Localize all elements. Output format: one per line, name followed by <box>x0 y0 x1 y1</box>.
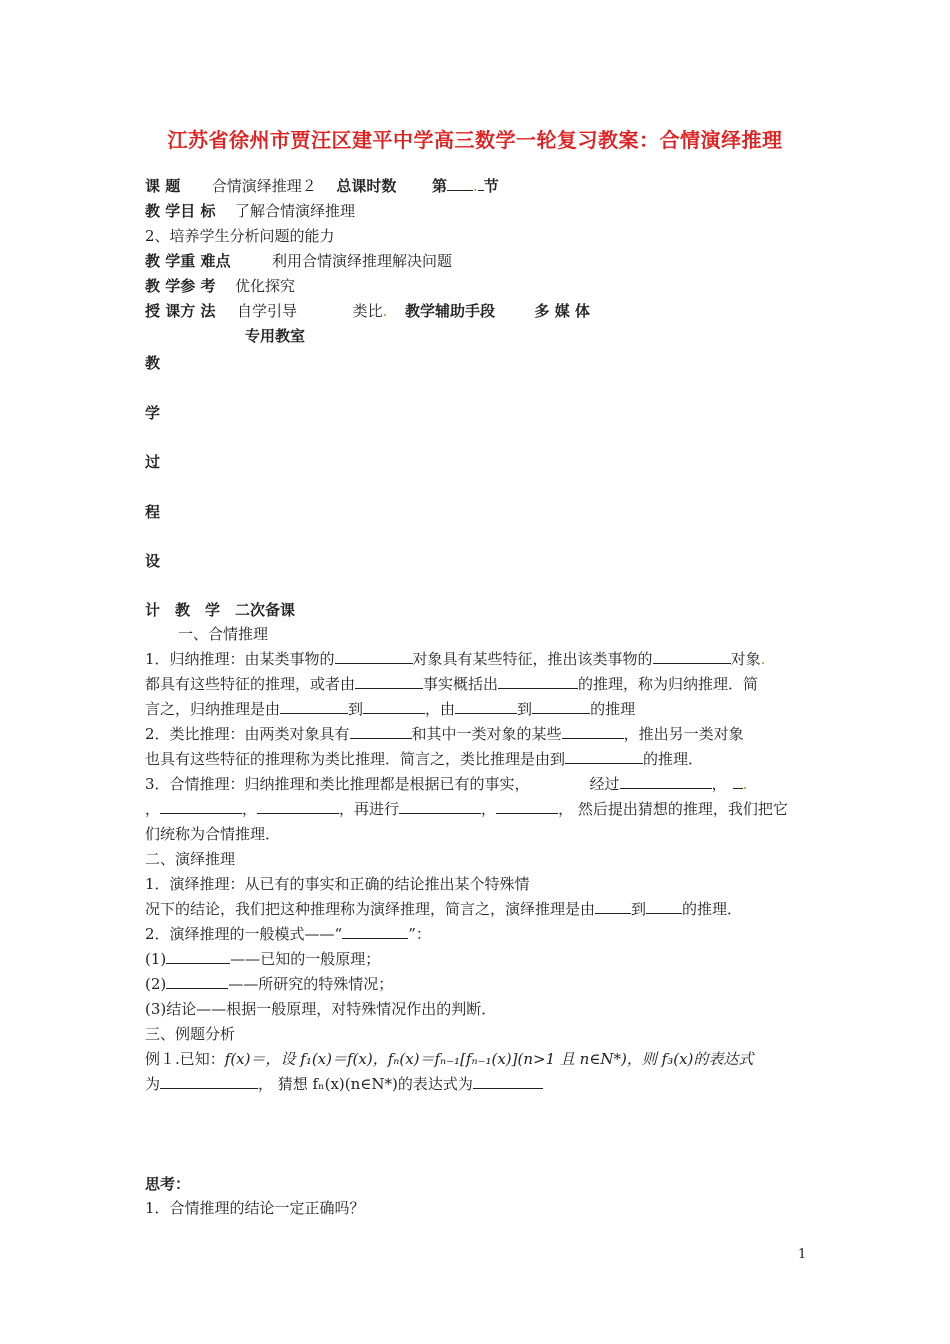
topic-value: 合情演绎推理２ <box>211 177 317 195</box>
method-row: 授 课方 法 自学引导 类比. 教学辅助手段 多 媒 体 <box>145 302 590 320</box>
s2-item1-line2: 况下的结论，我们把这种推理称为演绎推理，简言之，演绎推理是由 到 的推理． <box>145 900 743 918</box>
think-question-1: 1．合情推理的结论一定正确吗？ <box>145 1199 365 1217</box>
s1-item1-line3: 言之，归纳推理是由 到 ，由 到 的推理 <box>145 700 636 718</box>
s2-point3: (3)结论——根据一般原理，对特殊情况作出的判断． <box>145 1000 497 1018</box>
s1-item1-line2: 都具有这些特征的推理，或者由 事实概括出 的推理，称为归纳推理．简 <box>145 675 759 693</box>
goal-value: 了解合情演绎推理 <box>235 202 356 220</box>
example-1-line2: 为 ， 猜想 fₙ(x)(n∈N*)的表达式为 <box>145 1074 543 1094</box>
key-label: 教 学重 难点 <box>145 252 231 270</box>
s1-item2-line2: 也具有这些特征的推理称为类比推理．简言之，类比推理是由到 的推理． <box>145 750 704 768</box>
s2-point2: (2) ——所研究的特殊情况； <box>145 975 394 993</box>
topic-label: 课 题 <box>145 177 181 195</box>
ref-value: 优化探究 <box>235 277 296 295</box>
goal-label: 教 学目 标 <box>145 202 216 220</box>
ref-row <box>145 276 295 296</box>
topic-row: 课 题 合情演绎推理２ 总课时数 第 . 节 <box>145 177 499 195</box>
room: 专用教室 <box>245 327 306 345</box>
section-prefix: 第 <box>431 177 447 195</box>
vertical-char-4: 程 <box>145 503 161 521</box>
method-label: 授 课方 法 <box>145 302 216 320</box>
section-suffix: 节 <box>483 177 499 195</box>
goal-row <box>145 201 355 221</box>
vertical-char-3: 过 <box>145 453 161 471</box>
s1-item1-line1: 1．归纳推理：由某类事物的 对象具有某些特征，推出该类事物的 对象. <box>145 650 766 668</box>
think-title: 思考： <box>145 1175 191 1193</box>
s1-item3-line1: 3．合情推理：归纳推理和类比推理都是根据已有的事实， 经过 ， . <box>145 775 748 793</box>
key-value: 利用合情演绎推理解决问题 <box>272 252 453 270</box>
key-row <box>145 251 452 271</box>
page-title: 江苏省徐州市贾汪区建平中学高三数学一轮复习教案：合情演绎推理 <box>167 128 783 152</box>
page-number: 1 <box>798 1247 807 1262</box>
hours-label: 总课时数 <box>336 177 397 195</box>
method-value-1: 自学引导 <box>237 302 298 320</box>
section-1-title: 一、合情推理 <box>178 625 269 643</box>
s1-item3-line3: 们统称为合情推理． <box>145 825 281 843</box>
vertical-char-2: 学 <box>145 404 161 422</box>
goal2-row: 2、培养学生分析问题的能力 <box>145 227 335 245</box>
s1-item2-line1: 2．类比推理：由两类对象具有 和其中一类对象的某些 ，推出另一类对象 <box>145 725 744 743</box>
method-value-2: 类比 <box>352 302 383 320</box>
s2-item2: 2．演绎推理的一般模式——“ ”： <box>145 925 431 943</box>
aids-value: 多 媒 体 <box>534 302 590 320</box>
s2-item1-line1: 1．演绎推理：从已有的事实和正确的结论推出某个特殊情 <box>145 875 530 893</box>
s1-item3-line2: ， ， ，再进行 ， ， 然后提出猜想的推理，我们把它 <box>145 800 788 818</box>
s2-point1: (1) ——已知的一般原理； <box>145 950 381 968</box>
example-1-line1: 例１.已知：f(x)＝，设 f₁(x)＝f(x)，fₙ(x)＝fₙ₋₁[fₙ₋₁(x)](n>1 且 n∈N*)，则 f₃(x)的表达式 <box>145 1050 754 1068</box>
section-3-title: 三、例题分析 <box>145 1025 236 1043</box>
aids-label: 教学辅助手段 <box>404 302 495 320</box>
vertical-char-1: 教 <box>145 354 161 372</box>
process-label-row: 计 教 学 二次备课 <box>145 601 296 619</box>
ref-label: 教 学参 考 <box>145 277 216 295</box>
section-2-title: 二、演绎推理 <box>145 850 236 868</box>
vertical-char-5: 设 <box>145 552 161 570</box>
